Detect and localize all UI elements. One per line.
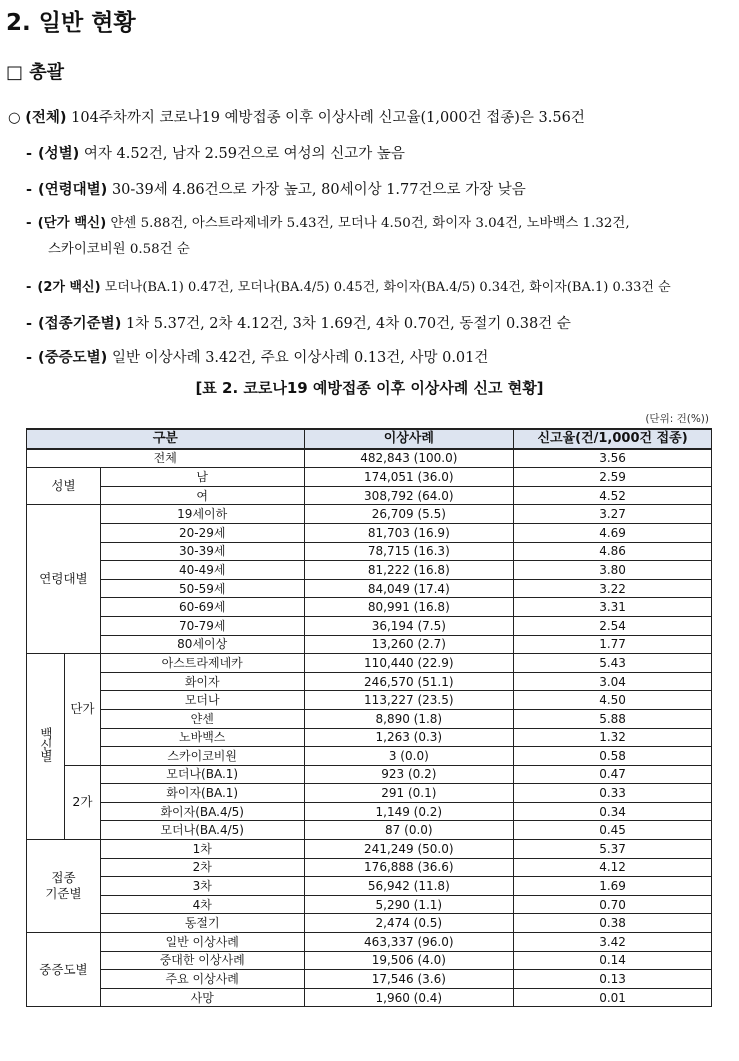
row-label: 19세이하 [100, 505, 304, 524]
table-row-total [27, 449, 712, 468]
cell-rate: 3.27 [514, 505, 712, 524]
table-row [27, 821, 712, 840]
cell-rate: 0.33 [514, 784, 712, 803]
group-age: 연령대별 [27, 505, 101, 654]
cell-cases: 8,890 (1.8) [304, 709, 514, 728]
table-row [27, 840, 712, 859]
bullet-text: 1차 5.37건, 2차 4.12건, 3차 1.69건, 4차 0.70건, 동절기 0.38건 순 [125, 316, 571, 332]
row-label: 아스트라제네카 [100, 654, 304, 673]
row-label: 60-69세 [100, 598, 304, 617]
table-row [27, 579, 712, 598]
cell-cases: 56,942 (11.8) [304, 877, 514, 896]
table-row [27, 691, 712, 710]
table-row [27, 672, 712, 691]
dash-mark: - [26, 316, 33, 332]
cell-cases: 84,049 (17.4) [304, 579, 514, 598]
cell-rate: 2.54 [514, 616, 712, 635]
row-label: 40-49세 [100, 561, 304, 580]
cell-cases: 246,570 (51.1) [304, 672, 514, 691]
summary-text: 104주차까지 코로나19 예방접종 이후 이상사례 신고율(1,000건 접종)은 3.56건 [71, 110, 585, 126]
table-row [27, 468, 712, 487]
table-row [27, 523, 712, 542]
cell-rate: 0.38 [514, 914, 712, 933]
header-category: 구분 [27, 429, 305, 449]
cell-rate: 4.86 [514, 542, 712, 561]
table-unit: (단위: 건(%)) [645, 413, 709, 425]
row-label: 1차 [100, 840, 304, 859]
bullet-text: 모더나(BA.1) 0.47건, 모더나(BA.4/5) 0.45건, 화이자(BA.4/5) 0.34건, 화이자(BA.1) 0.33건 순 [104, 280, 671, 295]
table-row [27, 505, 712, 524]
row-label: 화이자 [100, 672, 304, 691]
bullet-text: 여자 4.52건, 남자 2.59건으로 여성의 신고가 높음 [83, 146, 405, 162]
cell-rate: 0.34 [514, 802, 712, 821]
cell-cases: 113,227 (23.5) [304, 691, 514, 710]
cell-rate: 0.58 [514, 747, 712, 766]
cell-rate: 1.32 [514, 728, 712, 747]
row-label: 노바백스 [100, 728, 304, 747]
row-label: 얀센 [100, 709, 304, 728]
row-label: 모더나(BA.1) [100, 765, 304, 784]
row-label: 일반 이상사례 [100, 933, 304, 952]
cell-cases: 1,149 (0.2) [304, 802, 514, 821]
table-row [27, 709, 712, 728]
table-row [27, 747, 712, 766]
table-row [27, 802, 712, 821]
cell-cases: 5,290 (1.1) [304, 895, 514, 914]
table-header-row [27, 429, 712, 449]
row-label: 스카이코비원 [100, 747, 304, 766]
cell-rate: 0.47 [514, 765, 712, 784]
bullet-label: (2가 백신) [37, 280, 101, 295]
bullet-age [26, 178, 526, 199]
bullet-bivalent-vaccine [26, 276, 671, 295]
cell-cases: 13,260 (2.7) [304, 635, 514, 654]
row-label: 모더나(BA.4/5) [100, 821, 304, 840]
row-label: 20-29세 [100, 523, 304, 542]
cell-cases: 19,506 (4.0) [304, 951, 514, 970]
group-bivalent: 2가 [64, 765, 100, 839]
bullet-text: 일반 이상사례 3.42건, 주요 이상사례 0.13건, 사망 0.01건 [111, 350, 489, 366]
cell-cases: 482,843 (100.0) [304, 449, 514, 468]
row-label: 주요 이상사례 [100, 970, 304, 989]
cell-cases: 78,715 (16.3) [304, 542, 514, 561]
bullet-severity [26, 346, 488, 367]
cell-rate: 1.77 [514, 635, 712, 654]
group-sex: 성별 [27, 468, 101, 505]
bullet-text: 얀센 5.88건, 아스트라제네카 5.43건, 모더나 4.50건, 화이자 3.04건, 노바백스 1.32건, [110, 216, 630, 231]
cell-cases: 1,960 (0.4) [304, 988, 514, 1007]
group-severity: 중증도별 [27, 933, 101, 1007]
row-label: 동절기 [100, 914, 304, 933]
row-label: 중대한 이상사례 [100, 951, 304, 970]
bullet-label: (중증도별) [38, 350, 108, 366]
table-title: [표 2. 코로나19 예방접종 이후 이상사례 신고 현황] [195, 379, 544, 397]
cell-cases: 80,991 (16.8) [304, 598, 514, 617]
row-label: 화이자(BA.1) [100, 784, 304, 803]
group-dose-line1: 접종 [51, 870, 76, 886]
cell-cases: 17,546 (3.6) [304, 970, 514, 989]
cell-rate: 0.14 [514, 951, 712, 970]
table-row [27, 970, 712, 989]
bullet-label: (연령대별) [38, 182, 108, 198]
dash-mark: - [26, 182, 33, 198]
cell-cases: 1,263 (0.3) [304, 728, 514, 747]
table-row [27, 598, 712, 617]
table-row [27, 635, 712, 654]
row-label: 사망 [100, 988, 304, 1007]
row-label: 남 [100, 468, 304, 487]
row-label: 80세이상 [100, 635, 304, 654]
cell-cases: 241,249 (50.0) [304, 840, 514, 859]
cell-cases: 36,194 (7.5) [304, 616, 514, 635]
summary-label: (전체) [25, 110, 67, 126]
cell-cases: 174,051 (36.0) [304, 468, 514, 487]
cell-rate: 5.37 [514, 840, 712, 859]
adverse-event-table [26, 428, 712, 1007]
table-row [27, 784, 712, 803]
table-row [27, 858, 712, 877]
cell-rate: 3.22 [514, 579, 712, 598]
row-label: 3차 [100, 877, 304, 896]
cell-cases: 81,222 (16.8) [304, 561, 514, 580]
cell-cases: 463,337 (96.0) [304, 933, 514, 952]
dash-mark: - [26, 216, 32, 231]
cell-rate: 3.56 [514, 449, 712, 468]
bullet-sex [26, 142, 405, 163]
table-row [27, 914, 712, 933]
row-label: 4차 [100, 895, 304, 914]
table-row [27, 561, 712, 580]
cell-rate: 4.12 [514, 858, 712, 877]
cell-cases: 87 (0.0) [304, 821, 514, 840]
row-label: 모더나 [100, 691, 304, 710]
cell-rate: 5.88 [514, 709, 712, 728]
table-row [27, 933, 712, 952]
row-label: 50-59세 [100, 579, 304, 598]
cell-cases: 3 (0.0) [304, 747, 514, 766]
cell-rate: 3.31 [514, 598, 712, 617]
dash-mark: - [26, 350, 33, 366]
group-dose-line2: 기준별 [45, 886, 82, 902]
cell-rate: 2.59 [514, 468, 712, 487]
table-row [27, 486, 712, 505]
bullet-label: (단가 백신) [37, 216, 107, 231]
cell-rate: 0.01 [514, 988, 712, 1007]
cell-rate: 0.45 [514, 821, 712, 840]
group-vaccine-label: 백신별 [38, 727, 54, 762]
section-heading: 2. 일반 현황 [6, 10, 136, 36]
cell-rate: 3.80 [514, 561, 712, 580]
row-label: 여 [100, 486, 304, 505]
circle-bullet: ○ [8, 110, 21, 126]
table-row [27, 542, 712, 561]
table-row [27, 877, 712, 896]
header-cases: 이상사례 [304, 429, 514, 449]
group-vaccine [27, 654, 65, 840]
table-row [27, 616, 712, 635]
row-label: 2차 [100, 858, 304, 877]
group-single: 단가 [64, 654, 100, 766]
subsection-heading: □ 총괄 [6, 62, 65, 83]
row-label: 30-39세 [100, 542, 304, 561]
dash-mark: - [26, 146, 33, 162]
cell-cases: 26,709 (5.5) [304, 505, 514, 524]
bullet-label: (접종기준별) [38, 316, 122, 332]
cell-cases: 923 (0.2) [304, 765, 514, 784]
bullet-single-vaccine-cont: 스카이코비원 0.58건 순 [48, 242, 190, 257]
table-row [27, 988, 712, 1007]
table-row [27, 765, 712, 784]
table-row [27, 728, 712, 747]
cell-cases: 110,440 (22.9) [304, 654, 514, 673]
cell-rate: 4.50 [514, 691, 712, 710]
bullet-single-vaccine [26, 212, 630, 231]
group-dose [27, 840, 101, 933]
table-row [27, 895, 712, 914]
cell-rate: 4.69 [514, 523, 712, 542]
row-label: 화이자(BA.4/5) [100, 802, 304, 821]
table-row [27, 951, 712, 970]
cell-cases: 2,474 (0.5) [304, 914, 514, 933]
cell-cases: 291 (0.1) [304, 784, 514, 803]
cell-rate: 0.70 [514, 895, 712, 914]
summary-line [8, 106, 585, 127]
cell-rate: 3.04 [514, 672, 712, 691]
row-label: 70-79세 [100, 616, 304, 635]
row-label: 전체 [27, 449, 305, 468]
header-rate: 신고율(건/1,000건 접종) [514, 429, 712, 449]
dash-mark: - [26, 280, 32, 295]
bullet-dose [26, 312, 571, 333]
bullet-text: 30-39세 4.86건으로 가장 높고, 80세이상 1.77건으로 가장 낮음 [111, 182, 526, 198]
cell-rate: 3.42 [514, 933, 712, 952]
bullet-label: (성별) [38, 146, 80, 162]
cell-cases: 81,703 (16.9) [304, 523, 514, 542]
table-row [27, 654, 712, 673]
cell-rate: 4.52 [514, 486, 712, 505]
cell-rate: 1.69 [514, 877, 712, 896]
cell-cases: 176,888 (36.6) [304, 858, 514, 877]
cell-cases: 308,792 (64.0) [304, 486, 514, 505]
cell-rate: 5.43 [514, 654, 712, 673]
cell-rate: 0.13 [514, 970, 712, 989]
